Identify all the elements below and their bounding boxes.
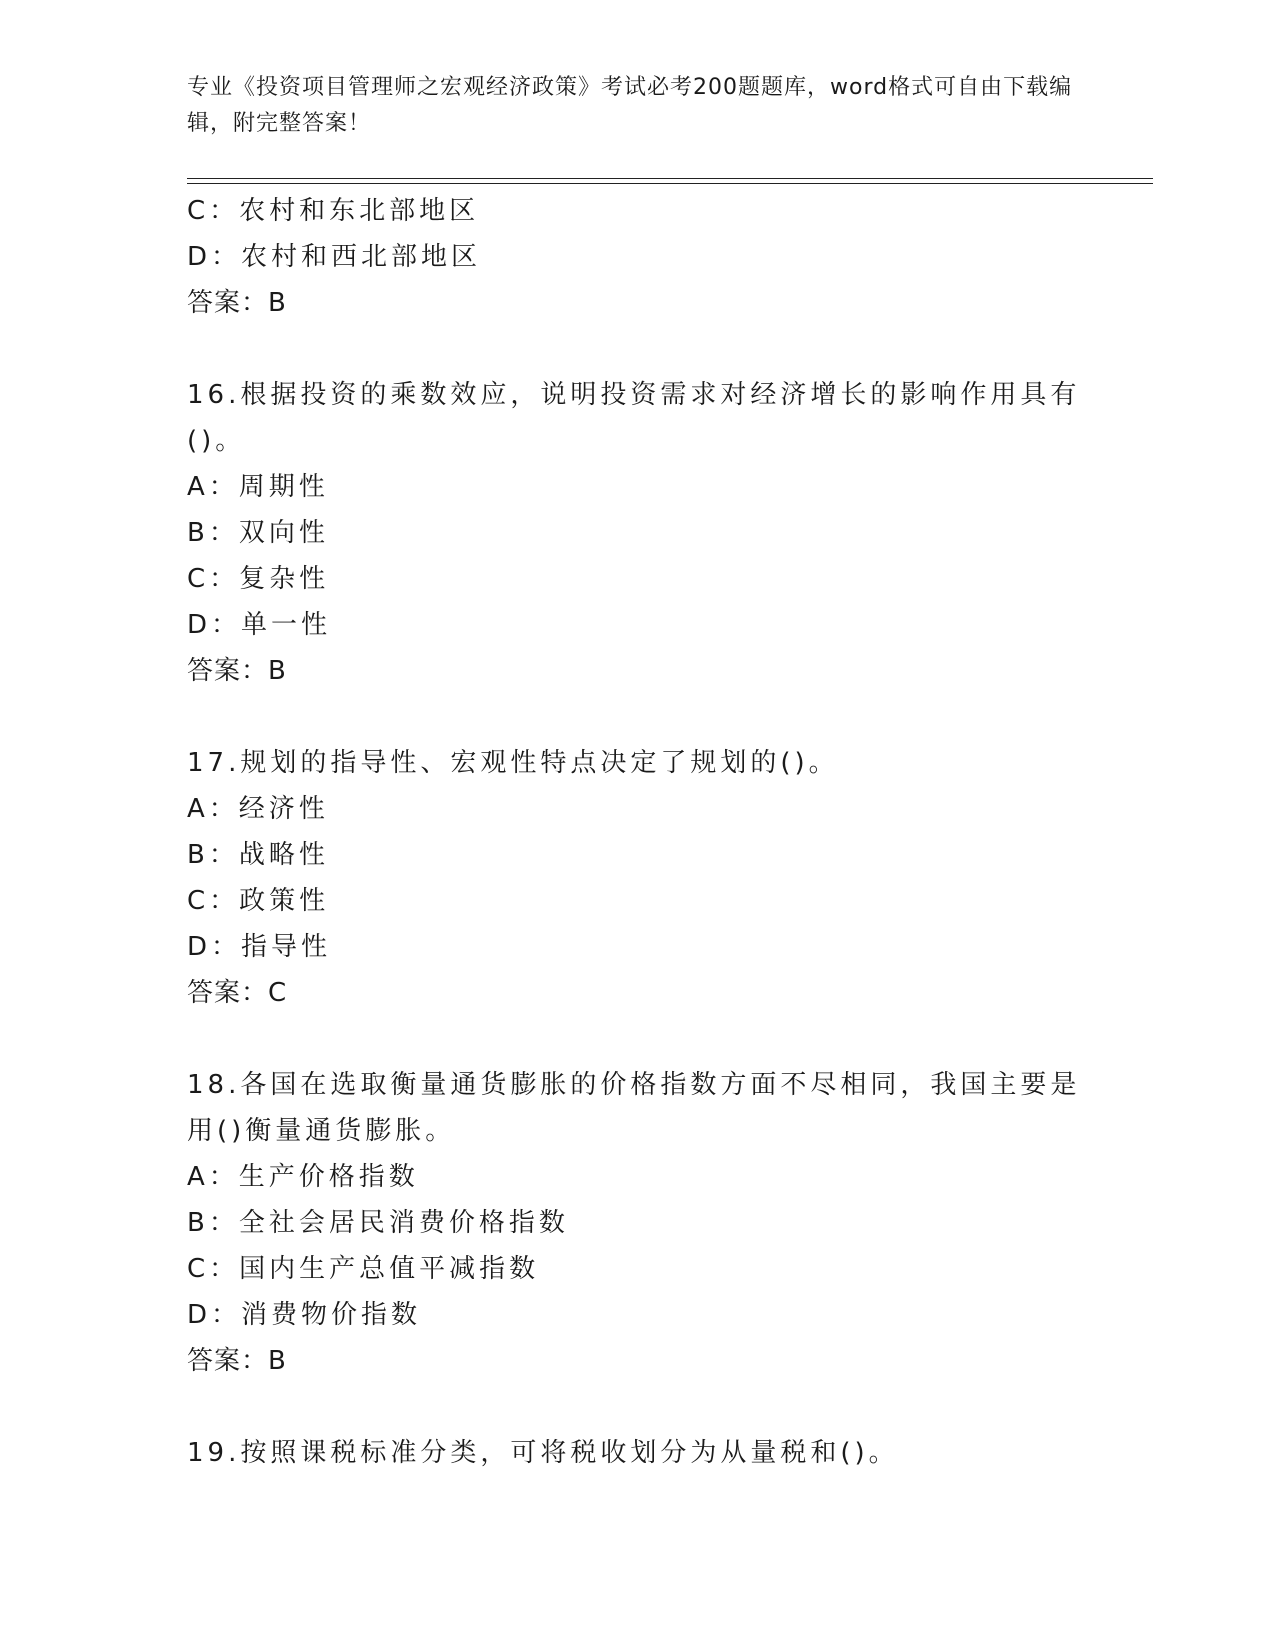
question-19-text: 19.按照课税标准分类，可将税收划分为从量税和()。	[187, 1438, 899, 1468]
question-list	[187, 188, 1087, 1476]
option-d: D：单一性	[187, 610, 332, 640]
answer-line: 答案：B	[187, 288, 287, 318]
option-a: A：周期性	[187, 472, 329, 502]
option-d: D：农村和西北部地区	[187, 242, 482, 272]
question-17-text: 17.规划的指导性、宏观性特点决定了规划的()。	[187, 748, 839, 778]
option-c: C：复杂性	[187, 564, 330, 594]
option-b: B：全社会居民消费价格指数	[187, 1208, 569, 1238]
header-divider-bottom	[187, 183, 1153, 184]
option-a: A：生产价格指数	[187, 1162, 419, 1192]
answer-line: 答案：B	[187, 1346, 287, 1376]
answer-line: 答案：C	[187, 978, 288, 1008]
option-b: B：双向性	[187, 518, 329, 548]
option-a: A：经济性	[187, 794, 329, 824]
option-d: D：指导性	[187, 932, 332, 962]
answer-line: 答案：B	[187, 656, 287, 686]
option-d: D：消费物价指数	[187, 1300, 422, 1330]
question-16-text: 16.根据投资的乘数效应，说明投资需求对经济增长的影响作用具有()。	[187, 380, 1081, 456]
option-c: C：国内生产总值平减指数	[187, 1254, 540, 1284]
header-divider-top	[187, 178, 1153, 179]
option-b: B：战略性	[187, 840, 329, 870]
option-c: C：政策性	[187, 886, 330, 916]
question-18-text: 18.各国在选取衡量通货膨胀的价格指数方面不尽相同，我国主要是用()衡量通货膨胀。	[187, 1070, 1081, 1146]
option-c: C：农村和东北部地区	[187, 196, 480, 226]
document-header: 专业《投资项目管理师之宏观经济政策》考试必考200题题库，word格式可自由下载编辑，附完整答案！	[187, 75, 1073, 136]
